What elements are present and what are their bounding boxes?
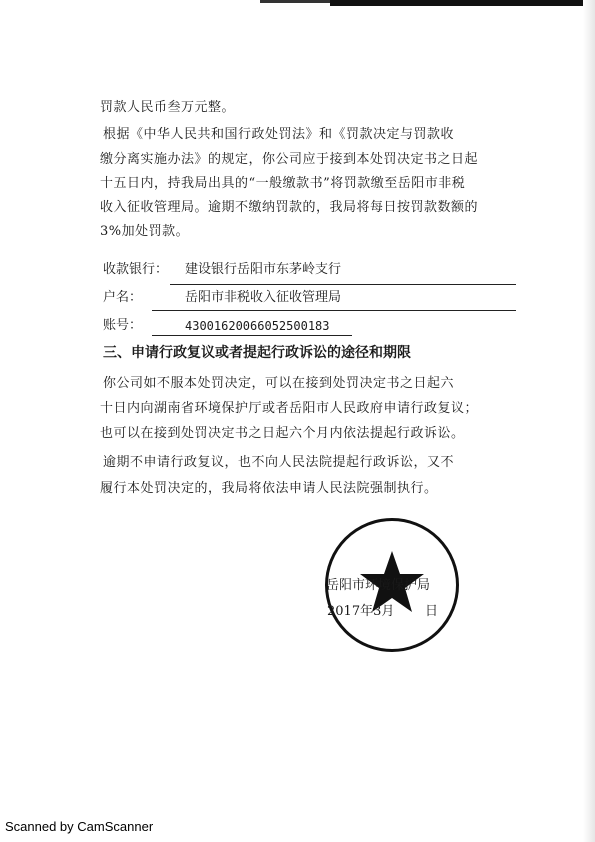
paragraph-line: 罚款人民币叁万元整。 bbox=[100, 100, 236, 115]
account-name-value: 岳阳市非税收入征收管理局 bbox=[185, 290, 342, 305]
bank-value: 建设银行岳阳市东茅岭支行 bbox=[185, 262, 342, 277]
paragraph-line: 十五日内，持我局出具的“一般缴款书”将罚款缴至岳阳市非税 bbox=[100, 176, 466, 191]
section-title: 三、申请行政复议或者提起行政诉讼的途径和期限 bbox=[103, 345, 411, 361]
signature-org: 岳阳市环境保护局 bbox=[326, 578, 431, 593]
account-name-label: 户名： bbox=[103, 290, 143, 305]
review-line: 你公司如不服本处罚决定，可以在接到处罚决定书之日起六 bbox=[103, 376, 455, 391]
signature-date: 2017年3月 bbox=[327, 604, 395, 619]
review-line: 逾期不申请行政复议，也不向人民法院提起行政诉讼，又不 bbox=[103, 455, 455, 470]
scanner-watermark: Scanned by CamScanner bbox=[5, 819, 154, 834]
scan-page-shadow bbox=[583, 0, 595, 842]
review-line: 十日内向湖南省环境保护厅或者岳阳市人民政府申请行政复议； bbox=[100, 401, 479, 416]
account-number-underline bbox=[152, 335, 352, 336]
paragraph-line: 3%加处罚款。 bbox=[100, 224, 190, 239]
bank-underline bbox=[170, 284, 516, 285]
paragraph-line: 缴分离实施办法》的规定，你公司应于接到本处罚决定书之日起 bbox=[100, 152, 479, 167]
account-name-underline bbox=[152, 310, 516, 311]
review-line: 履行本处罚决定的，我局将依法申请人民法院强制执行。 bbox=[100, 481, 438, 496]
signature-date-day: 日 bbox=[425, 604, 439, 619]
review-line: 也可以在接到处罚决定书之日起六个月内依法提起行政诉讼。 bbox=[100, 426, 465, 441]
paragraph-line: 根据《中华人民共和国行政处罚法》和《罚款决定与罚款收 bbox=[103, 127, 455, 142]
account-number-value: 43001620066052500183 bbox=[185, 319, 330, 333]
paragraph-line: 收入征收管理局。逾期不缴纳罚款的，我局将每日按罚款数额的 bbox=[100, 200, 479, 215]
bank-label: 收款银行： bbox=[103, 262, 169, 277]
scan-edge-mark bbox=[330, 0, 595, 6]
account-number-label: 账号： bbox=[103, 318, 143, 333]
